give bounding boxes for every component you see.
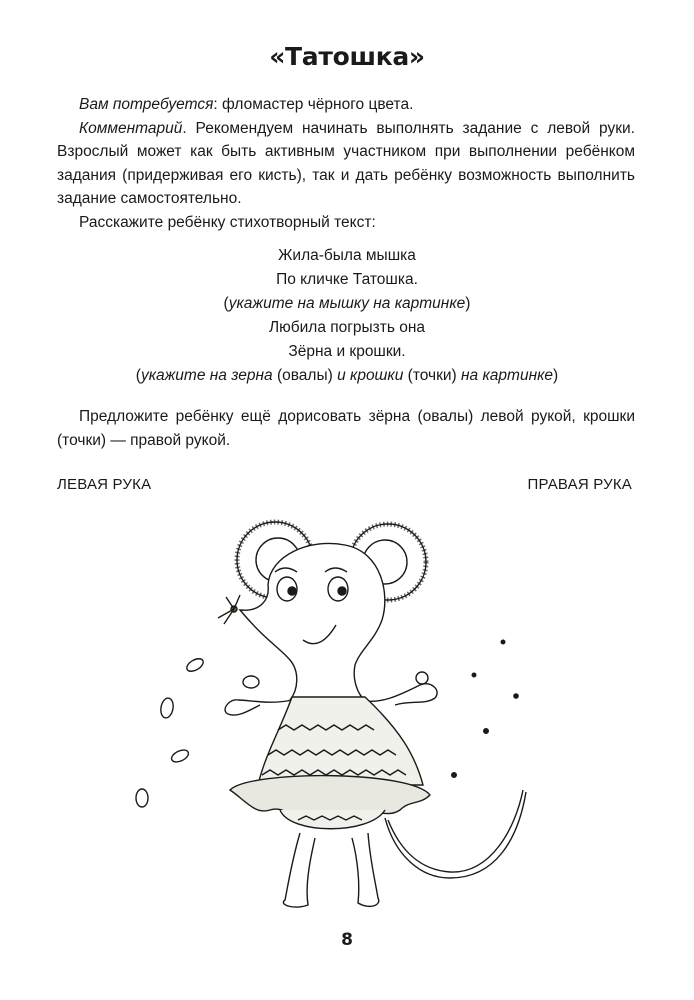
page-number: 8 (341, 930, 353, 950)
comment-label: Комментарий (79, 119, 183, 137)
right-hand-label: ПРАВАЯ РУКА (527, 476, 632, 493)
comment-text: . Рекомендуем начинать выполнять задание с левой руки. Взрослый может как быть активным участником при выполнении ребёнком задания (придерживая его кисть), так и дать ребёнку возможность выполнить задание самостоятельно. (57, 119, 635, 207)
poem-line: Зёрна и крошки. (288, 343, 406, 360)
intro-text-block (57, 93, 635, 234)
comment-paragraph (57, 117, 635, 211)
left-hand-label: ЛЕВАЯ РУКА (57, 476, 152, 493)
poem-line: Жила-была мышка (278, 247, 416, 264)
needs-text: : фломастер чёрного цвета. (213, 96, 414, 113)
poem (0, 244, 694, 388)
poem-direction: (укажите на зерна (овалы) и крошки (точки) на картинке) (135, 367, 559, 384)
mouse-head (240, 543, 385, 700)
needs-label: Вам потребуется (79, 96, 214, 113)
poem-line: По кличке Татошка. (276, 271, 418, 288)
instruction-paragraph: Предложите ребёнку ещё дорисовать зёрна (овалы) левой рукой, крошки (точки) — правой рукой. (57, 408, 635, 449)
intro-paragraph: Расскажите ребёнку стихотворный текст: (79, 213, 376, 231)
crumb-dots (451, 640, 519, 779)
poem-line: Любила погрызть она (268, 319, 426, 336)
instruction-block (57, 405, 635, 452)
page-title: «Татошка» (269, 42, 425, 71)
grain-ovals (136, 656, 205, 807)
needs-paragraph (57, 93, 635, 117)
mouse-illustration (120, 500, 540, 920)
poem-direction: (укажите на мышку на картинке) (223, 295, 471, 312)
